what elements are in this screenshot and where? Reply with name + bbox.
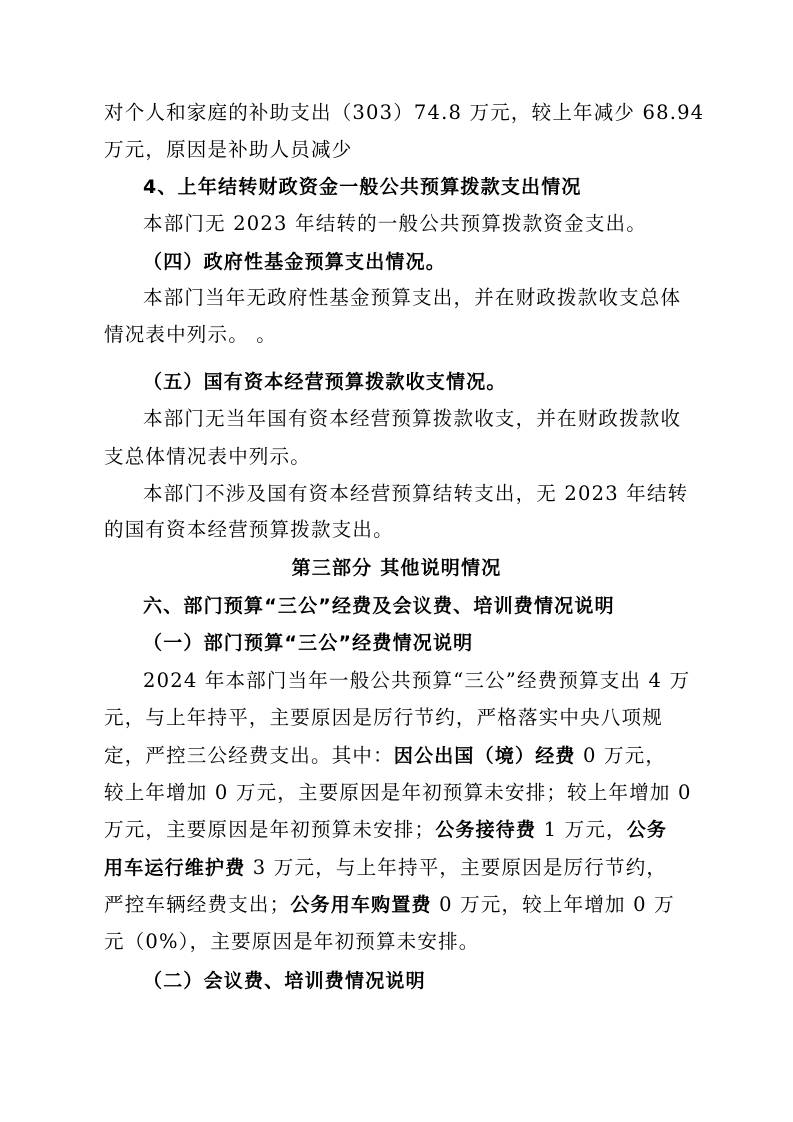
bold-term: 因公出国（境）经费 [393, 745, 576, 767]
line-text: 万元，主要原因是年初预算未安排； [104, 818, 436, 841]
paragraph-line [104, 741, 694, 771]
paragraph-line: 元（0%），主要原因是年初预算未安排。 [104, 930, 480, 953]
paragraph-line [104, 890, 694, 920]
section-heading: 4、上年结转财政资金一般公共预算拨款支出情况 [143, 176, 582, 198]
paragraph-line: 2024 年本部门当年一般公共预算“三公”经费预算支出 4 万 [143, 669, 691, 692]
bold-term: 公务用车购置费 [290, 894, 432, 916]
line-text: 定，严控三公经费支出。其中： [104, 744, 394, 767]
paragraph-line: 情况表中列示。 。 [104, 323, 277, 346]
bold-term: 用车运行维护费 [104, 857, 246, 879]
line-text: 0 万元， [575, 744, 667, 767]
paragraph-line [104, 815, 694, 845]
section-heading: 六、部门预算“三公”经费及会议费、培训费情况说明 [143, 595, 615, 617]
part-title: 第三部分 其他说明情况 [291, 557, 502, 579]
line-text: 0 万元，较上年增加 0 万 [431, 893, 675, 916]
paragraph-line: 较上年增加 0 万元，主要原因是年初预算未安排；较上年增加 0 [104, 781, 692, 804]
paragraph-line: 的国有资本经营预算拨款支出。 [104, 518, 394, 541]
line-text: 3 万元，与上年持平，主要原因是厉行节约， [245, 856, 668, 879]
bold-term: 公务 [626, 819, 668, 841]
section-heading: （二）会议费、培训费情况说明 [143, 970, 426, 992]
section-heading: （四）政府性基金预算支出情况。 [143, 251, 447, 273]
bold-term: 公务接待费 [435, 819, 537, 841]
paragraph-line: 元，与上年持平，主要原因是厉行节约，严格落实中央八项规 [104, 706, 663, 729]
paragraph-line: 支总体情况表中列示。 [104, 445, 312, 468]
section-heading: （五）国有资本经营预算拨款收支情况。 [143, 371, 507, 393]
line-text: 1 万元， [536, 818, 627, 841]
paragraph-line: 本部门无当年国有资本经营预算拨款收支，并在财政拨款收 [143, 407, 682, 430]
paragraph-line: 本部门当年无政府性基金预算支出，并在财政拨款收支总体 [143, 286, 682, 309]
paragraph-line: 本部门不涉及国有资本经营预算结转支出，无 2023 年结转 [143, 482, 689, 505]
paragraph-line: 对个人和家庭的补助支出（303）74.8 万元，较上年减少 68.94 [104, 101, 705, 124]
section-heading: （一）部门预算“三公”经费情况说明 [143, 632, 474, 654]
line-text: 严控车辆经费支出； [104, 893, 291, 916]
paragraph-line: 万元，原因是补助人员减少 [104, 138, 353, 161]
paragraph-line [104, 853, 694, 883]
paragraph-line: 本部门无 2023 年结转的一般公共预算拨款资金支出。 [143, 212, 647, 235]
